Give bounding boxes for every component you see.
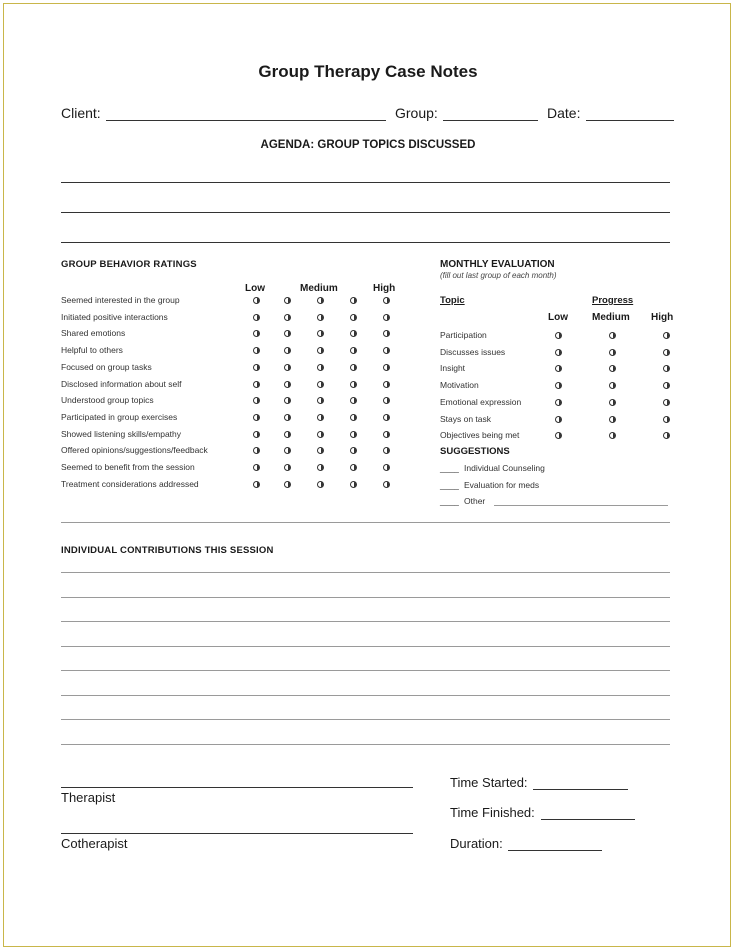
rating-bubble[interactable] (253, 431, 260, 438)
contribution-line[interactable] (61, 695, 670, 696)
rating-bubble[interactable] (253, 297, 260, 304)
rating-bubble[interactable] (383, 414, 390, 421)
rating-bubble[interactable] (350, 297, 357, 304)
behavior-item-label: Understood group topics (61, 395, 154, 406)
rating-bubble[interactable] (253, 481, 260, 488)
suggestion-label: Individual Counseling (464, 463, 545, 473)
behavior-item-label: Helpful to others (61, 345, 123, 356)
rating-bubble[interactable] (317, 414, 324, 421)
contribution-line[interactable] (61, 744, 670, 745)
progress-bubble[interactable] (609, 349, 616, 356)
contribution-line[interactable] (61, 572, 670, 573)
therapist-label: Therapist (61, 790, 116, 805)
monthly-item-label: Stays on task (440, 413, 492, 424)
suggestion-checkbox-blank[interactable]: ____ (440, 496, 459, 506)
behavior-item-label: Participated in group exercises (61, 411, 178, 422)
behavior-high-label: High (373, 283, 396, 294)
rating-bubble[interactable] (350, 364, 357, 371)
behavior-item-label: Shared emotions (61, 328, 126, 339)
client-label: Client: (61, 105, 101, 121)
behavior-item-label: Seemed to benefit from the session (61, 462, 195, 472)
form-title: Group Therapy Case Notes (258, 62, 478, 81)
contribution-line[interactable] (61, 621, 670, 622)
cotherapist-label: Cotherapist (61, 836, 128, 851)
rating-bubble[interactable] (317, 314, 324, 321)
rating-bubble[interactable] (383, 431, 390, 438)
contributions-heading: INDIVIDUAL CONTRIBUTIONS THIS SESSION (61, 545, 274, 556)
duration-label: Duration: (450, 836, 503, 851)
suggestions-heading: SUGGESTIONS (440, 446, 510, 457)
rating-bubble[interactable] (284, 464, 291, 471)
rating-bubble[interactable] (317, 381, 324, 388)
rating-bubble[interactable] (383, 481, 390, 488)
progress-bubble[interactable] (609, 332, 616, 339)
date-label: Date: (547, 105, 581, 121)
behavior-medium-label: Medium (300, 283, 338, 294)
behavior-item-label: Offered opinions/suggestions/feedback (61, 445, 208, 456)
progress-bubble[interactable] (663, 349, 670, 356)
monthly-low-label: Low (548, 312, 568, 323)
behavior-item-label: Treatment considerations addressed (61, 478, 199, 489)
time-finished-field[interactable] (541, 819, 635, 820)
rating-bubble[interactable] (284, 297, 291, 304)
behavior-notes-line[interactable] (61, 522, 670, 523)
contribution-line[interactable] (61, 670, 670, 671)
agenda-line[interactable] (61, 212, 670, 213)
other-suggestion-line[interactable] (494, 505, 668, 506)
rating-bubble[interactable] (317, 297, 324, 304)
cotherapist-signature-line[interactable] (61, 833, 413, 834)
monthly-item-label: Participation (440, 330, 487, 340)
progress-bubble[interactable] (555, 416, 562, 423)
rating-bubble[interactable] (317, 481, 324, 488)
progress-bubble[interactable] (555, 349, 562, 356)
rating-bubble[interactable] (383, 464, 390, 471)
time-finished-label: Time Finished: (450, 805, 535, 820)
rating-bubble[interactable] (350, 414, 357, 421)
rating-bubble[interactable] (350, 481, 357, 488)
behavior-low-label: Low (245, 283, 265, 294)
rating-bubble[interactable] (284, 381, 291, 388)
rating-bubble[interactable] (253, 414, 260, 421)
progress-bubble[interactable] (555, 399, 562, 406)
agenda-line[interactable] (61, 182, 670, 183)
rating-bubble[interactable] (253, 364, 260, 371)
suggestion-label: Evaluation for meds (464, 479, 540, 490)
progress-bubble[interactable] (663, 399, 670, 406)
progress-bubble[interactable] (663, 416, 670, 423)
contribution-line[interactable] (61, 597, 670, 598)
monthly-note: (fill out last group of each month) (440, 271, 557, 280)
rating-bubble[interactable] (317, 464, 324, 471)
agenda-line[interactable] (61, 242, 670, 243)
rating-bubble[interactable] (284, 481, 291, 488)
rating-bubble[interactable] (253, 464, 260, 471)
time-started-label: Time Started: (450, 775, 528, 790)
monthly-item-label: Objectives being met (440, 430, 520, 441)
monthly-item-label: Discusses issues (440, 346, 506, 357)
behavior-item-label: Seemed interested in the group (61, 295, 180, 305)
client-field[interactable] (106, 120, 386, 121)
rating-bubble[interactable] (350, 464, 357, 471)
rating-bubble[interactable] (350, 314, 357, 321)
rating-bubble[interactable] (383, 314, 390, 321)
behavior-item-label: Focused on group tasks (61, 361, 152, 372)
monthly-item-label: Insight (440, 363, 466, 374)
monthly-medium-label: Medium (592, 312, 630, 323)
duration-field[interactable] (508, 850, 602, 851)
suggestion-label: Other (464, 496, 486, 506)
rating-bubble[interactable] (253, 381, 260, 388)
contribution-line[interactable] (61, 719, 670, 720)
behavior-item-label: Disclosed information about self (61, 378, 182, 389)
behavior-item-label: Initiated positive interactions (61, 311, 168, 322)
progress-bubble[interactable] (663, 332, 670, 339)
agenda-heading: AGENDA: GROUP TOPICS DISCUSSED (260, 139, 476, 151)
progress-bubble[interactable] (555, 332, 562, 339)
topic-label: Topic (440, 295, 465, 306)
date-field[interactable] (586, 120, 674, 121)
rating-bubble[interactable] (383, 364, 390, 371)
rating-bubble[interactable] (317, 431, 324, 438)
rating-bubble[interactable] (383, 381, 390, 388)
monthly-item-label: Emotional expression (440, 396, 522, 407)
rating-bubble[interactable] (284, 314, 291, 321)
monthly-item-label: Motivation (440, 380, 479, 391)
group-label: Group: (395, 105, 438, 121)
monthly-high-label: High (651, 312, 674, 323)
therapist-signature-line[interactable] (61, 787, 413, 788)
rating-bubble[interactable] (317, 364, 324, 371)
rating-bubble[interactable] (350, 431, 357, 438)
contribution-line[interactable] (61, 646, 670, 647)
rating-bubble[interactable] (383, 297, 390, 304)
rating-bubble[interactable] (350, 381, 357, 388)
rating-bubble[interactable] (284, 364, 291, 371)
suggestion-checkbox-blank[interactable]: ____ (440, 463, 459, 473)
time-started-field[interactable] (533, 789, 628, 790)
rating-bubble[interactable] (284, 414, 291, 421)
behavior-heading: GROUP BEHAVIOR RATINGS (61, 259, 197, 270)
group-field[interactable] (443, 120, 538, 121)
suggestion-checkbox-blank[interactable]: ____ (440, 479, 459, 490)
progress-bubble[interactable] (609, 416, 616, 423)
behavior-item-label: Showed listening skills/empathy (61, 428, 182, 439)
rating-bubble[interactable] (284, 431, 291, 438)
rating-bubble[interactable] (253, 314, 260, 321)
monthly-heading: MONTHLY EVALUATION (440, 259, 555, 270)
progress-label: Progress (592, 295, 634, 306)
progress-bubble[interactable] (609, 399, 616, 406)
